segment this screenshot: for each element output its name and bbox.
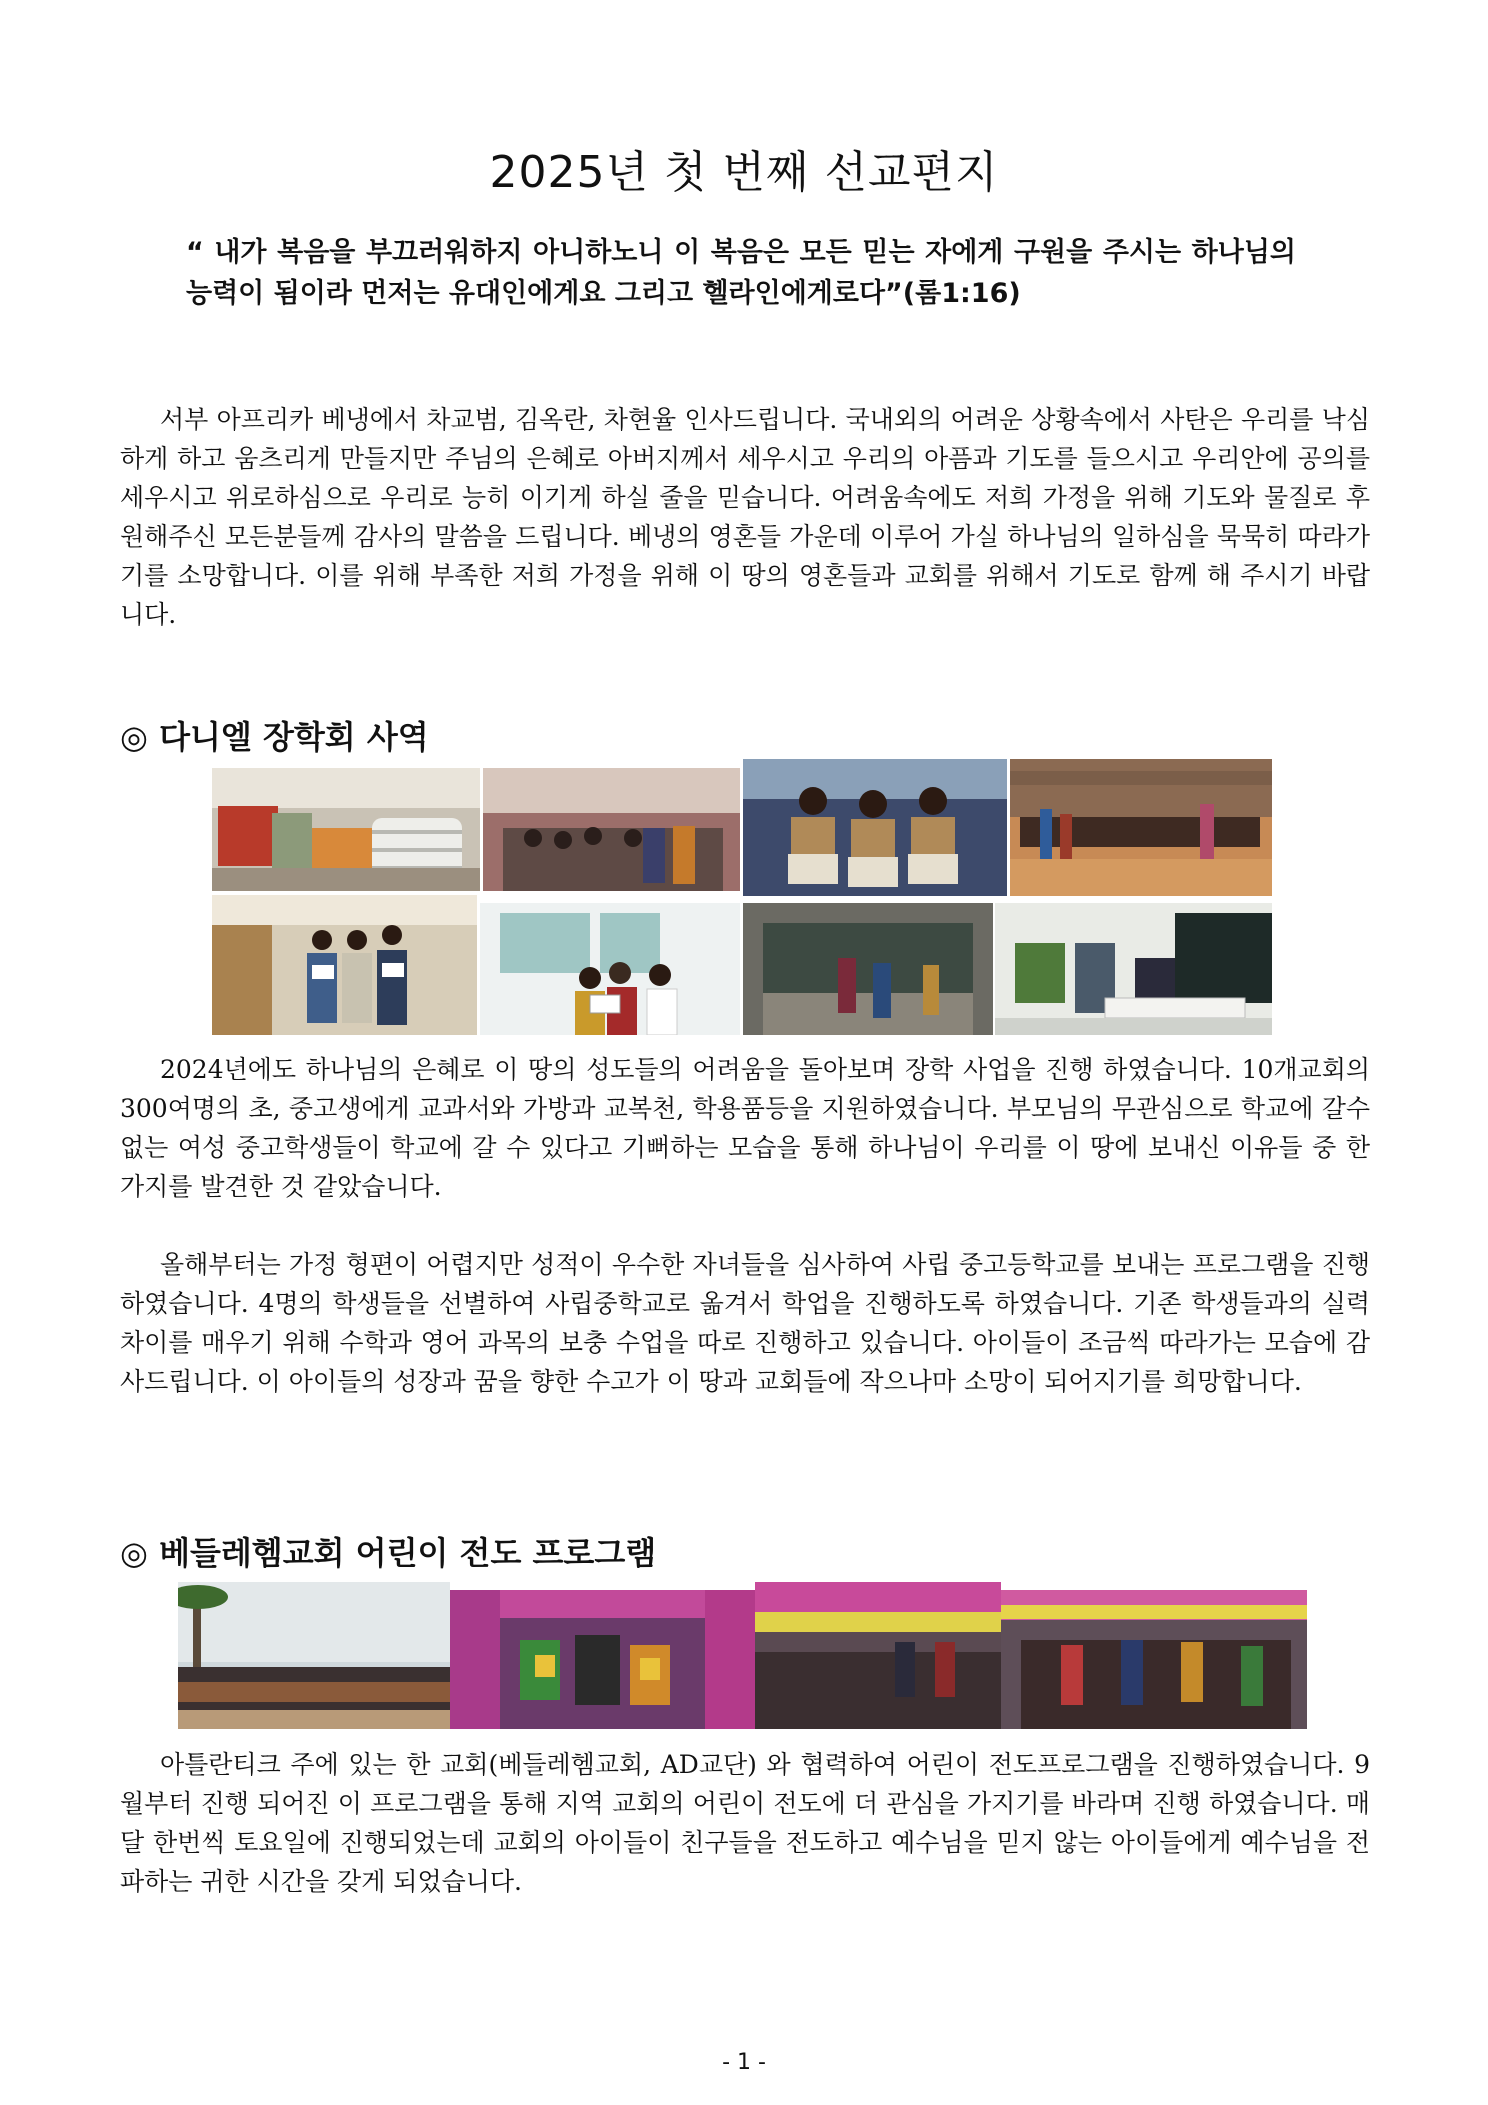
photo-certificate-award: [480, 903, 740, 1035]
photo-classroom-blackboard: [743, 903, 993, 1035]
photo-certificates-indoor: [212, 895, 477, 1035]
photo-church-gathering: [483, 768, 740, 891]
bible-verse: “ 내가 복음을 부끄러워하지 아니하노니 이 복음은 모든 믿는 자에게 구원을 주시는 하나님의 능력이 됨이라 먼저는 유대인에게요 그리고 헬라인에게로다”(롬1:16): [186, 237, 1296, 309]
scholarship-paragraph-1: 2024년에도 하나님의 은혜로 이 땅의 성도들의 어려움을 돌아보며 장학 사업을 진행 하였습니다. 10개교회의 300여명의 초, 중고생에게 교과서와 가방과 교복천, 학용품등을 지원하였습니다. 부모님의 무관심으로 학교에 갈수 없는 여성 중고학생들이 학교에 갈 수 있다고 기뻐하는 모습을 통해 하나님이 우리를 이 땅에 보내신 이유들 중 한 가지를 발견한 것 같았습니다.: [120, 1055, 1370, 1201]
page-title: 2025년 첫 번째 선교편지: [489, 147, 999, 198]
section-heading-scholarship: ◎ 다니엘 장학회 사역: [120, 718, 429, 756]
intro-paragraph: 서부 아프리카 베냉에서 차교범, 김옥란, 차현율 인사드립니다. 국내외의 어려운 상황속에서 사탄은 우리를 낙심하게 하고 움츠리게 만들지만 주님의 은혜로 아버지께서 세우시고 우리의 아픔과 기도를 들으시고 우리안에 공의를 세우시고 위로하심으로 우리로 능히 이기게 하실 줄을 믿습니다. 어려움속에도 저희 가정을 위해 기도와 물질로 후원해주신 모든분들께 감사의 말씀을 드립니다. 베냉의 영혼들 가운데 이루어 가실 하나님의 일하심을 묵묵히 따라가기를 소망합니다. 이를 위해 부족한 저희 가정을 위해 이 땅의 영혼들과 교회를 위해서 기도로 함께 해 주시기 바랍니다.: [120, 405, 1370, 629]
scholarship-paragraph-2: 올해부터는 가정 형편이 어렵지만 성적이 우수한 자녀들을 심사하여 사립 중고등학교를 보내는 프로그램을 진행하였습니다. 4명의 학생들을 선별하여 사립중학교로 옮겨서 학업을 진행하도록 하였습니다. 기존 학생들과의 실력 차이를 매우기 위해 수학과 영어 과목의 보충 수업을 따로 진행하고 있습니다. 아이들이 조금씩 따라가는 모습에 감사드립니다. 이 아이들의 성장과 꿈을 향한 수고가 이 땅과 교회들에 작으나마 소망이 되어지기를 희망합니다.: [120, 1250, 1370, 1396]
photo-group-with-children: [1001, 1590, 1307, 1729]
photo-outdoor-crowd: [178, 1582, 450, 1729]
section-heading-children: ◎ 베들레헴교회 어린이 전도 프로그램: [120, 1534, 657, 1572]
page-number: - 1 -: [722, 2050, 766, 2075]
photo-kids-indoor: [450, 1590, 755, 1729]
children-program-paragraph: 아틀란티크 주에 있는 한 교회(베들레헴교회, AD교단) 와 협력하여 어린이 전도프로그램을 진행하였습니다. 9월부터 진행 되어진 이 프로그램을 통해 지역 교회의 어린이 전도에 더 관심을 가지기를 바라며 진행 하였습니다. 매달 한번씩 토요일에 진행되었는데 교회의 아이들이 친구들을 전도하고 예수님을 믿지 않는 아이들에게 예수님을 전파하는 귀한 시간을 갖게 되었습니다.: [120, 1750, 1370, 1896]
photo-tutoring-room: [995, 903, 1272, 1035]
photo-supplies: [212, 768, 480, 891]
photo-outdoor-group: [1010, 759, 1272, 896]
photo-students-books: [743, 759, 1007, 896]
photo-church-interior: [755, 1582, 1001, 1729]
